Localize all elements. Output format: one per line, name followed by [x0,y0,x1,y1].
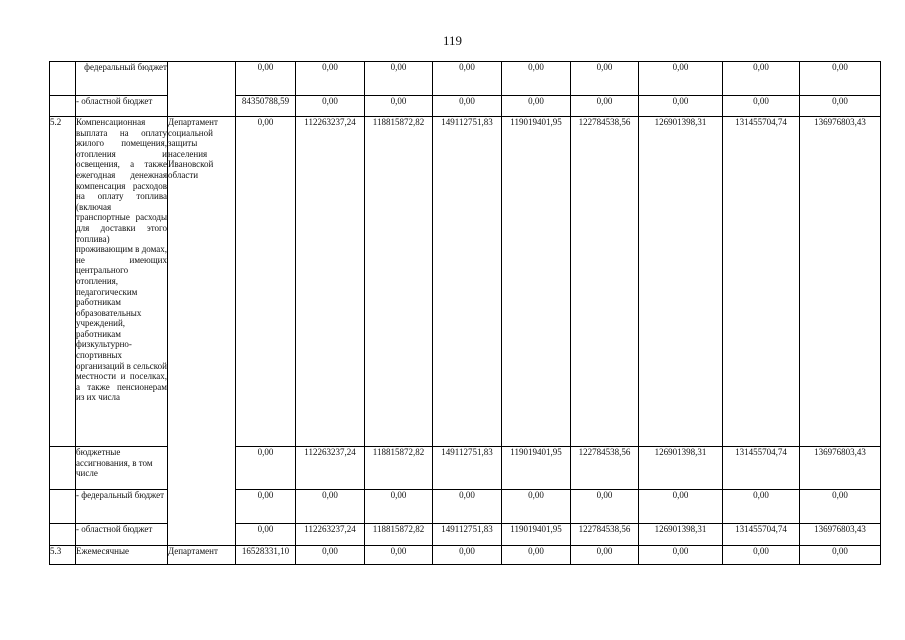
row-number [50,96,76,117]
value-cell: 0,00 [639,96,723,117]
value-cell: 118815872,82 [365,117,433,447]
value-cell: 0,00 [800,546,881,565]
value-cell: 112263237,24 [296,524,365,546]
value-cell: 0,00 [433,546,502,565]
value-cell: 0,00 [571,546,639,565]
value-cell: 119019401,95 [502,524,571,546]
page-number: 119 [442,33,463,48]
row-number [50,447,76,490]
row-name: бюджетные ассигнования, в том числе [76,447,168,490]
value-cell: 149112751,83 [433,447,502,490]
value-cell: 0,00 [723,490,800,524]
value-cell: 149112751,83 [433,117,502,447]
row-name: федеральный бюджет [76,62,168,96]
value-cell: 0,00 [502,62,571,96]
value-cell: 0,00 [365,490,433,524]
value-cell: 0,00 [571,490,639,524]
value-cell: 0,00 [296,546,365,565]
value-cell: 122784538,56 [571,524,639,546]
value-cell: 122784538,56 [571,447,639,490]
row-number [50,62,76,96]
value-cell: 0,00 [236,490,296,524]
value-cell: 0,00 [571,62,639,96]
value-cell: 131455704,74 [723,117,800,447]
value-cell: 136976803,43 [800,117,881,447]
value-cell: 0,00 [236,62,296,96]
value-cell: 0,00 [296,96,365,117]
value-cell: 0,00 [365,96,433,117]
row-name: Компенсационная выплата на оплату жилого помещения, отопления и освещения, а также ежегодная денежная компенсация расходов на оплату топлива (включая транспортные расходы для доставки этого топлива) проживающим в домах, не имеющих центрального отопления, педагогическим работникам образовательных учреждений, работникам физкультурно-спортивных организаций в сельской местности и поселках, а также пенсионерам из их числа [76,117,168,447]
value-cell: 122784538,56 [571,117,639,447]
value-cell: 0,00 [296,490,365,524]
value-cell: 136976803,43 [800,447,881,490]
value-cell: 0,00 [433,490,502,524]
value-cell: 0,00 [800,490,881,524]
value-cell: 84350788,59 [236,96,296,117]
row-number: 5.3 [50,546,76,565]
value-cell: 118815872,82 [365,524,433,546]
value-cell: 0,00 [723,96,800,117]
value-cell: 0,00 [236,117,296,447]
value-cell: 0,00 [236,447,296,490]
value-cell: 131455704,74 [723,447,800,490]
value-cell: 16528331,10 [236,546,296,565]
value-cell: 118815872,82 [365,447,433,490]
responsible-executor: Департамент социальной защиты населения Ивановской области [168,117,236,546]
row-number [50,490,76,524]
value-cell: 0,00 [365,62,433,96]
table-row [50,62,881,96]
value-cell: 119019401,95 [502,117,571,447]
responsible-executor [168,62,236,117]
value-cell: 0,00 [502,546,571,565]
value-cell: 0,00 [296,62,365,96]
value-cell: 149112751,83 [433,524,502,546]
value-cell: 0,00 [502,96,571,117]
value-cell: 0,00 [639,490,723,524]
value-cell: 0,00 [723,546,800,565]
value-cell: 136976803,43 [800,524,881,546]
row-name: Ежемесячные [76,546,168,565]
value-cell: 0,00 [723,62,800,96]
row-number [50,524,76,546]
value-cell: 0,00 [800,62,881,96]
value-cell: 0,00 [433,96,502,117]
value-cell: 112263237,24 [296,117,365,447]
value-cell: 0,00 [433,62,502,96]
value-cell: 126901398,31 [639,447,723,490]
table-row [50,546,881,565]
row-name: - федеральный бюджет [76,490,168,524]
value-cell: 0,00 [639,546,723,565]
table-row [50,117,881,447]
value-cell: 126901398,31 [639,117,723,447]
value-cell: 112263237,24 [296,447,365,490]
value-cell: 131455704,74 [723,524,800,546]
responsible-executor: Департамент [168,546,236,565]
value-cell: 0,00 [639,62,723,96]
budget-table-body [50,62,881,565]
row-number: 5.2 [50,117,76,447]
row-name: - областной бюджет [76,96,168,117]
value-cell: 119019401,95 [502,447,571,490]
row-name: - областной бюджет [76,524,168,546]
value-cell: 0,00 [571,96,639,117]
value-cell: 0,00 [502,490,571,524]
value-cell: 0,00 [236,524,296,546]
value-cell: 126901398,31 [639,524,723,546]
budget-table [49,61,881,565]
value-cell: 0,00 [365,546,433,565]
value-cell: 0,00 [800,96,881,117]
